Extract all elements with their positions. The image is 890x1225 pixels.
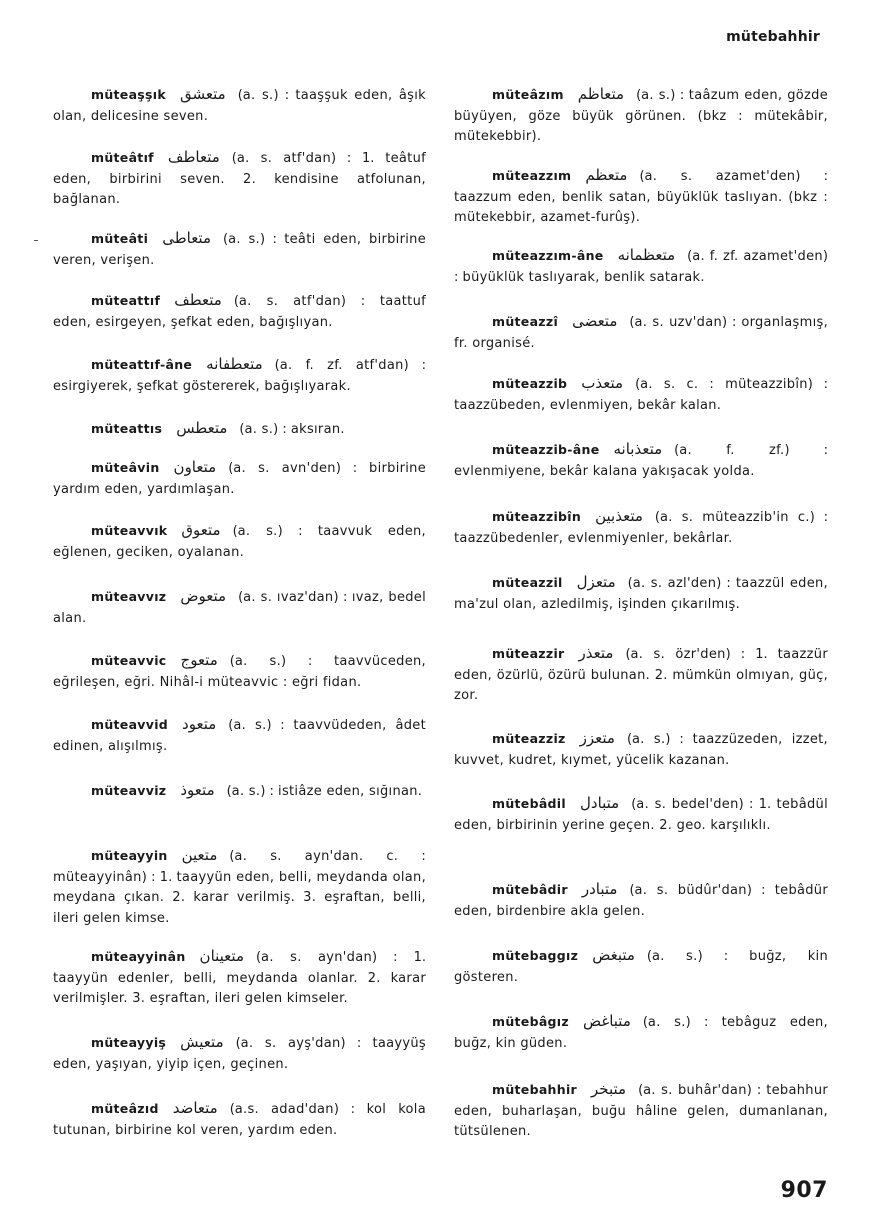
entry-headword: müteayyinân [91, 949, 186, 964]
dictionary-entry [53, 1032, 426, 1075]
entry-arabic-script: متعضى [572, 312, 618, 330]
entry-definition: (a. s. buhâr'dan) : tebahhur eden, buharlaşan, buğu hâline gelen, dumanlanan, tütsülenen. [454, 1083, 828, 1139]
dictionary-entry [53, 714, 426, 757]
dictionary-entry [53, 586, 426, 629]
dictionary-entry [53, 354, 426, 397]
entry-arabic-script: متباغض [582, 1012, 631, 1030]
entry-arabic-script: متعينان [199, 947, 244, 965]
entry-headword: müteavviz [91, 783, 167, 798]
entry-headword: müteazzil [492, 575, 563, 590]
entry-definition: (a. s.) : taâzum eden, gözde büyüyen, göze büyük görünen. (bkz : mütekâbir, mütekebbir). [454, 88, 828, 144]
entry-headword: müteazzım-âne [492, 248, 604, 263]
dictionary-entry [454, 879, 828, 922]
dictionary-entry [454, 643, 828, 707]
entry-arabic-script: متبغض [592, 946, 635, 964]
entry-headword: müteazzib-âne [492, 442, 600, 457]
dictionary-entry [454, 245, 828, 288]
entry-definition: (a. s. atf'dan) : taattuf eden, esirgeyen, şefkat eden, bağışlıyan. [53, 294, 426, 330]
entry-headword: müteattıf-âne [91, 357, 193, 372]
entry-arabic-script: متعشق [180, 85, 226, 103]
entry-headword: müteazziz [492, 731, 566, 746]
entry-headword: müteattıf [91, 293, 161, 308]
dictionary-entry [53, 845, 426, 929]
entry-headword: müteazzir [492, 646, 565, 661]
entry-arabic-script: متعذب [581, 374, 624, 392]
dictionary-entry [53, 650, 426, 693]
entry-definition: (a. s. ayn'dan. c. : müteayyinân) : 1. taayyün eden, belli, meydanda olan, meydana çıkan. 2. karar verilmiş. 3. eşraftan, belli, ileri gelen kimse. [53, 849, 426, 926]
entry-arabic-script: متعوج [180, 651, 218, 669]
entry-definition: (a. s. özr'den) : 1. taazzür eden, özürlü, özürü bulunan. 2. mümkün olmıyan, güç, zor. [454, 647, 828, 703]
entry-definition: (a. s.) : aksıran. [239, 422, 345, 437]
entry-definition: (a. s. uzv'dan) : organlaşmış, fr. organisé. [454, 315, 828, 351]
entry-headword: mütebaggız [492, 948, 579, 963]
entry-arabic-script: متعاضد [172, 1099, 218, 1117]
entry-arabic-script: متعوض [180, 587, 227, 605]
entry-arabic-script: متبادل [579, 794, 620, 812]
entry-definition: (a. s. azamet'den) : taazzum eden, benlik satan, büyüklük taslıyan. (bkz : mütekebbir, azamet-furûş). [454, 169, 828, 225]
entry-definition: (a. s.) : teâti eden, birbirine veren, verişen. [53, 232, 426, 268]
entry-arabic-script: متعزل [576, 573, 616, 591]
entry-arabic-script: متعظم [585, 166, 628, 184]
dictionary-entry [53, 457, 426, 500]
entry-headword: mütebâdil [492, 796, 566, 811]
entry-headword: müteâti [91, 231, 149, 246]
entry-definition: (a. s. c. : müteazzibîn) : taazzübeden, evlenmiyen, bekâr kalan. [454, 377, 828, 413]
entry-definition: (a. s.) : tebâguz eden, buğz, kin güden. [454, 1015, 828, 1051]
margin-mark [34, 240, 38, 241]
dictionary-entry [53, 946, 426, 1010]
dictionary-entry [454, 572, 828, 615]
entry-headword: müteazzî [492, 314, 559, 329]
entry-definition: (a. s. ayn'dan) : 1. taayyün edenler, belli, meydanda olanlar. 2. karar verilmişler. 3. eşraftan, ileri gelen kimseler. [53, 950, 426, 1006]
entry-definition: (a. s. ayş'dan) : taayyüş eden, yaşıyan, yiyip içen, geçinen. [53, 1036, 426, 1072]
entry-arabic-script: متعطف [174, 291, 222, 309]
entry-headword: müteavvid [91, 717, 169, 732]
entry-definition: (a. s. müteazzib'in c.) : taazzübedenler, evlenmiyenler, bekârlar. [454, 510, 828, 546]
entry-arabic-script: متعود [182, 715, 217, 733]
entry-arabic-script: متعاطف [167, 148, 220, 166]
entry-definition: (a. f. zf.) : evlenmiyene, bekâr kalana yakışacak yolda. [454, 443, 828, 479]
entry-arabic-script: متبادر [581, 880, 618, 898]
entry-definition: (a. s.) : taavvuk eden, eğlenen, geciken, oyalanan. [53, 524, 426, 560]
entry-headword: müteâzım [492, 87, 564, 102]
dictionary-entry [454, 506, 828, 549]
dictionary-entry [53, 780, 426, 803]
dictionary-entry [454, 1011, 828, 1054]
entry-headword: müteazzib [492, 376, 568, 391]
entry-arabic-script: متعاون [173, 458, 217, 476]
entry-arabic-script: متعوق [181, 521, 221, 539]
entry-arabic-script: متعذر [578, 644, 614, 662]
entry-headword: müteâzıd [91, 1101, 159, 1116]
entry-headword: müteattıs [91, 421, 163, 436]
entry-headword: müteayyin [91, 848, 168, 863]
entry-definition: (a. f. zf. azamet'den) : büyüklük taslıyarak, benlik satarak. [454, 249, 828, 285]
entry-headword: mütebâdir [492, 882, 568, 897]
dictionary-entry [454, 311, 828, 354]
entry-arabic-script: متعطس [176, 419, 228, 437]
entry-arabic-script: متبخر [591, 1080, 627, 1098]
entry-arabic-script: متعيش [180, 1033, 224, 1051]
entry-definition: (a. s.) : taavvüdeden, âdet edinen, alışılmış. [53, 718, 426, 754]
entry-definition: (a. f. zf. atf'dan) : esirgiyerek, şefkat göstererek, bağışlıyarak. [53, 358, 426, 394]
entry-arabic-script: متعاظم [577, 85, 625, 103]
dictionary-entry [53, 147, 426, 211]
entry-headword: müteâtıf [91, 150, 154, 165]
entry-headword: müteayyiş [91, 1035, 167, 1050]
entry-definition: (a. s.) : istiâze eden, sığınan. [226, 784, 423, 799]
entry-definition: (a. s. avn'den) : birbirine yardım eden, yardımlaşan. [53, 461, 426, 497]
entry-arabic-script: متعذبانه [613, 440, 663, 458]
entry-headword: mütebâgız [492, 1014, 569, 1029]
entry-definition: (a. s. bedel'den) : 1. tebâdül eden, birbirinin yerine geçen. 2. geo. karşılıklı. [454, 797, 828, 833]
entry-definition: (a. s.) : taaşşuk eden, âşık olan, delicesine seven. [53, 88, 426, 124]
entry-definition: (a. s. azl'den) : taazzül eden, ma'zul olan, azledilmiş, işinden çıkarılmış. [454, 576, 828, 612]
entry-definition: (a. s.) : taazzüzeden, izzet, kuvvet, kudret, kıymet, yücelik kazanan. [454, 732, 828, 768]
entry-arabic-script: متعزز [579, 729, 615, 747]
entry-definition: (a. s.) : buğz, kin gösteren. [454, 949, 828, 985]
entry-headword: müteaşşık [91, 87, 166, 102]
dictionary-entry [454, 84, 828, 148]
running-head: mütebahhir [726, 29, 820, 45]
entry-definition: (a. s. büdûr'dan) : tebâdür eden, birdenbire akla gelen. [454, 883, 828, 919]
entry-definition: (a. s. atf'dan) : 1. teâtuf eden, birbirini seven. 2. kendisine atfolunan, bağlanan. [53, 151, 426, 207]
dictionary-entry [53, 1098, 426, 1141]
dictionary-entry [454, 945, 828, 988]
entry-headword: müteâvin [91, 460, 160, 475]
entry-arabic-script: متعاطى [162, 229, 211, 247]
page-number: 907 [780, 1178, 828, 1203]
entry-arabic-script: متعين [181, 846, 218, 864]
entry-arabic-script: متعطفانه [206, 355, 263, 373]
entry-definition: (a. s.) : taavvüceden, eğrileşen, eğri. Nihâl-i müteavvic : eğri fidan. [53, 654, 426, 690]
dictionary-entry [454, 728, 828, 771]
dictionary-entry [53, 290, 426, 333]
entry-arabic-script: متعظمانه [617, 246, 676, 264]
entry-headword: müteavvık [91, 523, 168, 538]
entry-headword: müteazzibîn [492, 509, 582, 524]
entry-headword: müteavvız [91, 589, 167, 604]
dictionary-entry [53, 418, 426, 441]
entry-arabic-script: متعذبين [595, 507, 643, 525]
entry-arabic-script: متعوذ [180, 781, 215, 799]
dictionary-entry [53, 520, 426, 563]
dictionary-entry [454, 1079, 828, 1143]
entry-headword: müteazzım [492, 168, 572, 183]
entry-headword: mütebahhir [492, 1082, 578, 1097]
dictionary-entry [53, 84, 426, 127]
entry-definition: (a. s. ıvaz'dan) : ıvaz, bedel alan. [53, 590, 426, 626]
dictionary-entry [454, 439, 828, 482]
entry-headword: müteavvic [91, 653, 167, 668]
dictionary-entry [454, 165, 828, 229]
dictionary-entry [53, 228, 426, 271]
dictionary-entry [454, 373, 828, 416]
dictionary-entry [454, 793, 828, 836]
entry-definition: (a.s. adad'dan) : kol kola tutunan, birbirine kol veren, yardım eden. [53, 1102, 426, 1138]
